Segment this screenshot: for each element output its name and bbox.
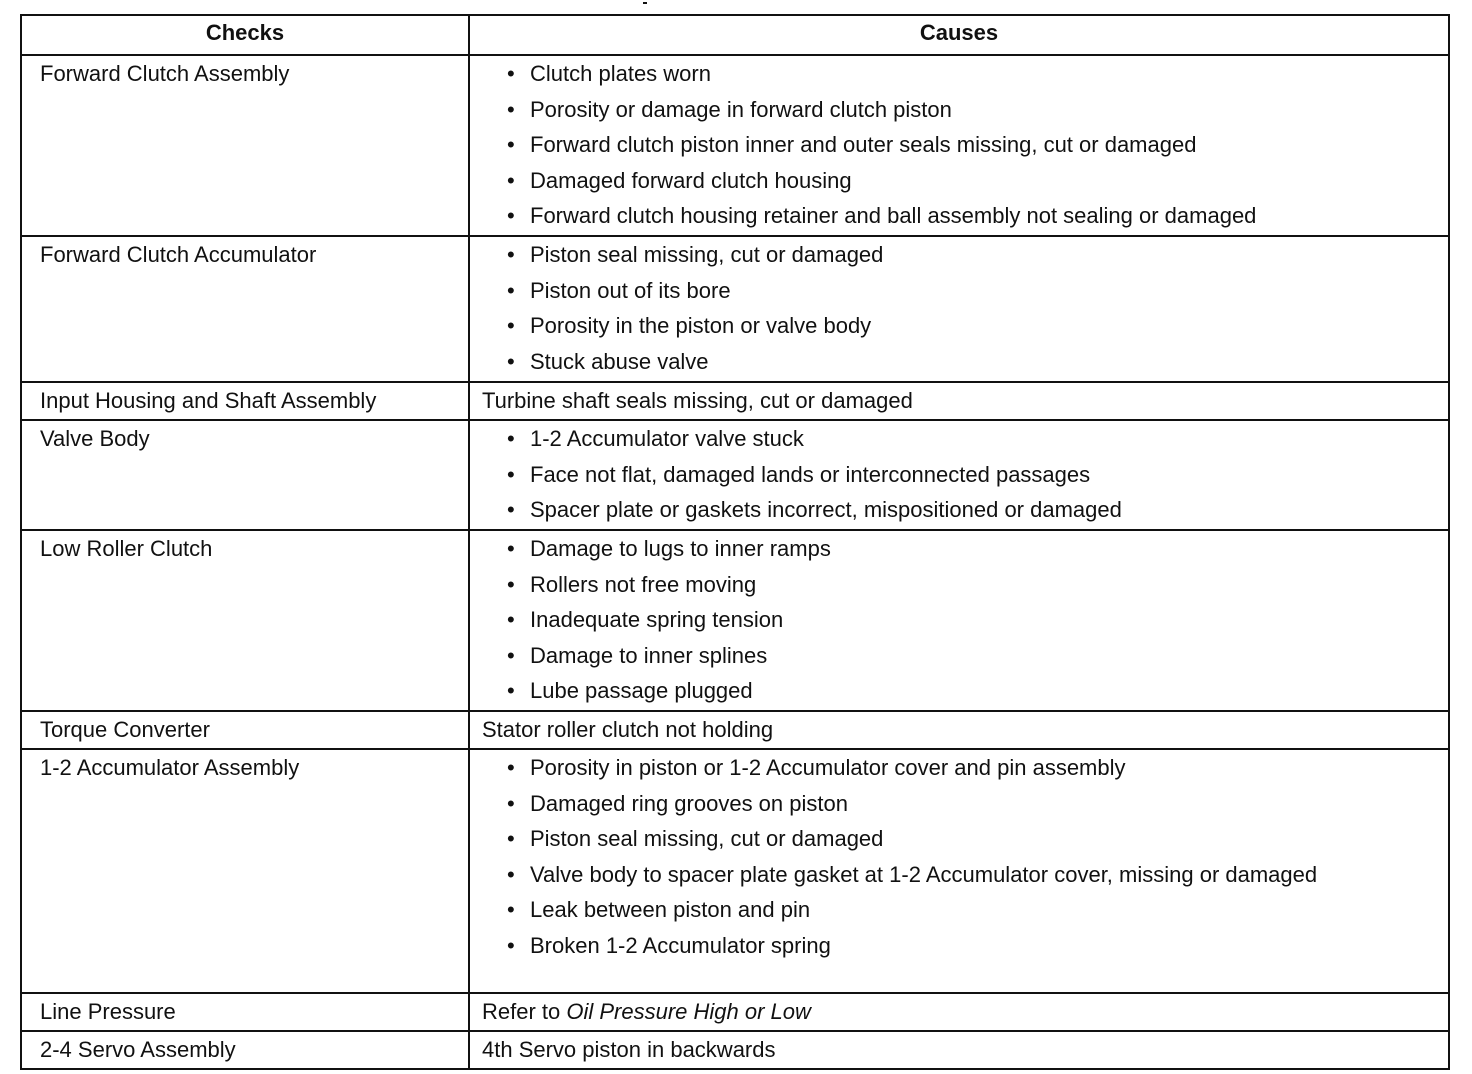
header-row <box>21 15 1449 55</box>
bullet-icon: • <box>507 607 515 633</box>
bullet-icon: • <box>507 642 515 668</box>
table-row <box>21 236 1449 382</box>
bullet-icon: • <box>507 678 515 704</box>
list-item: • Piston out of its bore <box>507 277 731 303</box>
cause-cell <box>469 993 1449 1031</box>
list-item: • Damage to lugs to inner ramps <box>507 536 831 561</box>
list-item: • 1-2 Accumulator valve stuck <box>507 426 804 451</box>
list-item: • Spacer plate or gaskets incorrect, mispositioned or damaged <box>507 497 1122 523</box>
bullet-icon: • <box>507 132 515 158</box>
list-item: • Porosity in the piston or valve body <box>507 313 872 339</box>
cause-cell <box>469 749 1449 993</box>
list-item: • Damaged ring grooves on piston <box>507 790 848 816</box>
cause-list <box>482 61 1440 229</box>
bullet-icon: • <box>507 277 515 303</box>
table-row <box>21 530 1449 711</box>
cause-list <box>482 426 1440 523</box>
bullet-icon: • <box>507 897 515 923</box>
list-item: • Porosity or damage in forward clutch piston <box>507 96 952 122</box>
bullet-icon: • <box>507 426 515 451</box>
bullet-icon: • <box>507 313 515 339</box>
diagnosis-table <box>20 14 1450 1070</box>
check-cell: Forward Clutch Assembly <box>21 55 469 236</box>
cause-cell <box>469 1031 1449 1069</box>
list-item: • Porosity in piston or 1-2 Accumulator cover and pin assembly <box>507 755 1126 780</box>
list-item: • Forward clutch housing retainer and ball assembly not sealing or damaged <box>507 203 1257 229</box>
causes-header: Causes <box>469 15 1449 55</box>
stray-mark <box>643 2 647 4</box>
bullet-icon: • <box>507 242 515 267</box>
bullet-icon: • <box>507 348 515 374</box>
cause-list <box>482 755 1440 959</box>
cause-text: 4th Servo piston in backwards <box>482 1037 776 1062</box>
list-item: • Inadequate spring tension <box>507 607 784 633</box>
table-row <box>21 420 1449 530</box>
table-row <box>21 55 1449 236</box>
cause-cell <box>469 420 1449 530</box>
cause-reference: Oil Pressure High or Low <box>566 999 811 1024</box>
cause-text: Stator roller clutch not holding <box>482 717 774 742</box>
list-item: • Valve body to spacer plate gasket at 1-2 Accumulator cover, missing or damaged <box>507 861 1318 887</box>
list-item: • Clutch plates worn <box>507 61 711 86</box>
bullet-icon: • <box>507 932 515 958</box>
cause-list <box>482 242 1440 375</box>
bullet-icon: • <box>507 461 515 487</box>
list-item: • Leak between piston and pin <box>507 897 811 923</box>
list-item: • Damage to inner splines <box>507 642 768 668</box>
cause-cell <box>469 711 1449 749</box>
check-cell: Torque Converter <box>21 711 469 749</box>
check-cell: Line Pressure <box>21 993 469 1031</box>
check-cell: Input Housing and Shaft Assembly <box>21 382 469 420</box>
check-cell: Valve Body <box>21 420 469 530</box>
list-item: • Piston seal missing, cut or damaged <box>507 826 884 852</box>
table-row <box>21 711 1449 749</box>
cause-list <box>482 536 1440 704</box>
list-item: • Lube passage plugged <box>507 678 753 704</box>
bullet-icon: • <box>507 96 515 122</box>
cause-cell <box>469 382 1449 420</box>
bullet-icon: • <box>507 536 515 561</box>
bullet-icon: • <box>507 755 515 780</box>
check-cell: Forward Clutch Accumulator <box>21 236 469 382</box>
check-cell: Low Roller Clutch <box>21 530 469 711</box>
list-item: • Forward clutch piston inner and outer seals missing, cut or damaged <box>507 132 1197 158</box>
cause-cell <box>469 55 1449 236</box>
cause-prefix: Refer to <box>482 999 567 1024</box>
bullet-icon: • <box>507 826 515 852</box>
bullet-icon: • <box>507 497 515 523</box>
bullet-icon: • <box>507 790 515 816</box>
table-row <box>21 749 1449 993</box>
check-cell: 1-2 Accumulator Assembly <box>21 749 469 993</box>
list-item: • Broken 1-2 Accumulator spring <box>507 932 831 958</box>
list-item: • Piston seal missing, cut or damaged <box>507 242 884 267</box>
table-row <box>21 382 1449 420</box>
table-row <box>21 993 1449 1031</box>
check-cell: 2-4 Servo Assembly <box>21 1031 469 1069</box>
cause-cell <box>469 236 1449 382</box>
bullet-icon: • <box>507 167 515 193</box>
list-item: • Stuck abuse valve <box>507 348 709 374</box>
bullet-icon: • <box>507 861 515 887</box>
bullet-icon: • <box>507 61 515 86</box>
list-item: • Damaged forward clutch housing <box>507 167 852 193</box>
table-row <box>21 1031 1449 1069</box>
cause-cell <box>469 530 1449 711</box>
list-item: • Face not flat, damaged lands or interconnected passages <box>507 461 1091 487</box>
bullet-icon: • <box>507 571 515 597</box>
list-item: • Rollers not free moving <box>507 571 757 597</box>
bullet-icon: • <box>507 203 515 229</box>
cause-text: Turbine shaft seals missing, cut or damaged <box>482 388 913 413</box>
checks-header: Checks <box>21 15 469 55</box>
